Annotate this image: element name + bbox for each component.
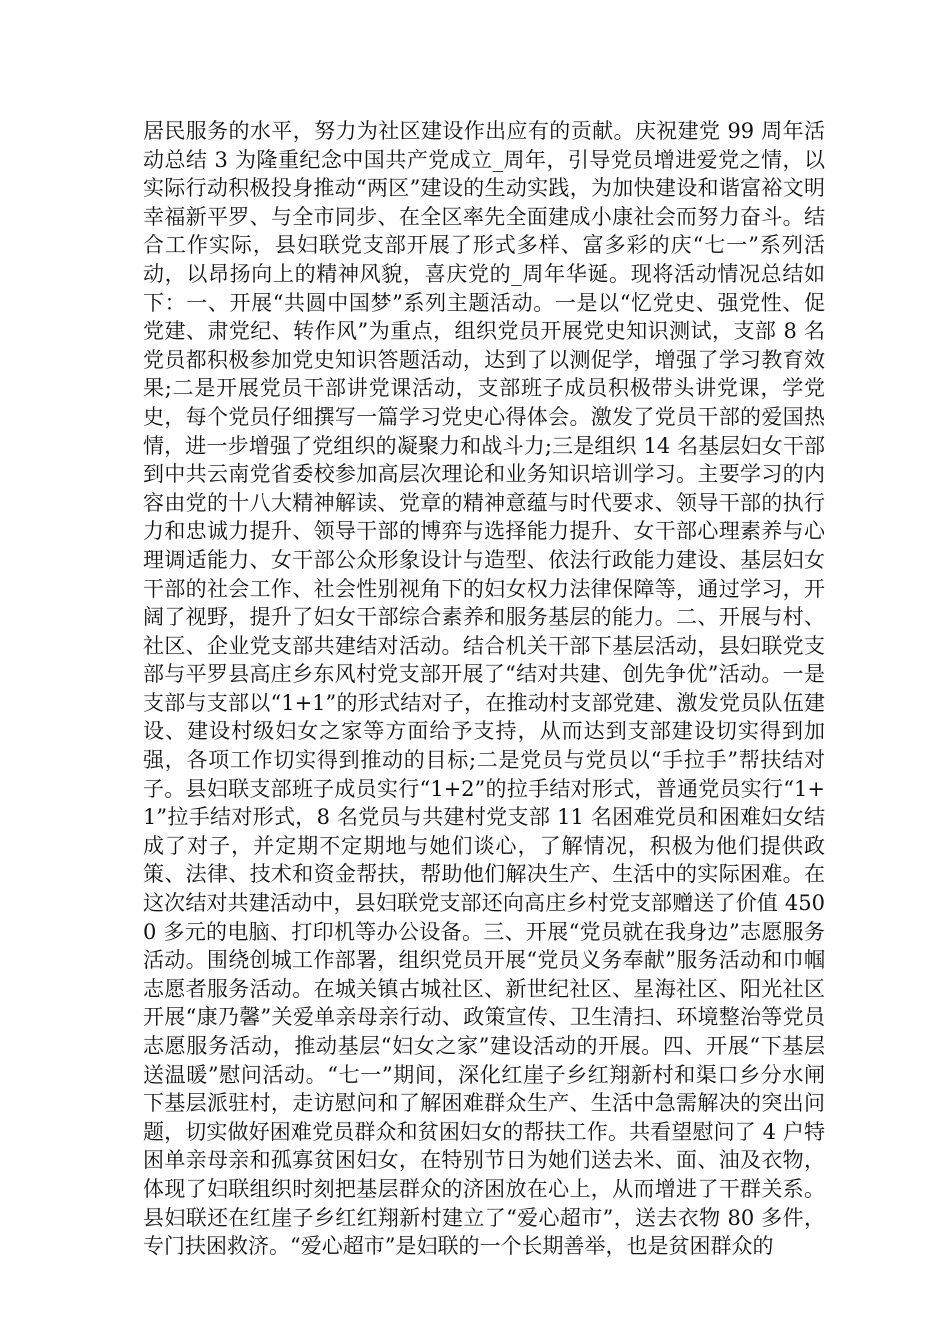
body-paragraph: 居民服务的水平，努力为社区建设作出应有的贡献。庆祝建党 99 周年活动总结 3 为隆重纪念中国共产党成立_周年，引导党员增进爱党之情，以实际行动积极投身推动“两区”建设的生动实践，为加快建设和谐富裕文明幸福新平罗、与全市同步、在全区率先全面建成小康社会而努力奋斗。结合工作实际，县妇联党支部开展了形式多样、富多彩的庆“七一”系列活动，以昂扬向上的精神风貌，喜庆党的_周年华诞。现将活动情况总结如下：一、开展“共圆中国梦”系列主题活动。一是以“忆党史、强党性、促党建、肃党纪、转作风”为重点，组织党员开展党史知识测试，支部 8 名党员都积极参加党史知识答题活动，达到了以测促学，增强了学习教育效果;二是开展党员干部讲党课活动，支部班子成员积极带头讲党课，学党史，每个党员仔细撰写一篇学习党史心得体会。激发了党员干部的爱国热情，进一步增强了党组织的凝聚力和战斗力;三是组织 14 名基层妇女干部到中共云南党省委校参加高层次理论和业务知识培训学习。主要学习的内容由党的十八大精神解读、党章的精神意蕴与时代要求、领导干部的执行力和忠诚力提升、领导干部的博弈与选择能力提升、女干部心理素养与心理调适能力、女干部公众形象设计与造型、依法行政能力建设、基层妇女干部的社会工作、社会性别视角下的妇女权力法律保障等，通过学习，开阔了视野，提升了妇女干部综合素养和服务基层的能力。二、开展与村、社区、企业党支部共建结对活动。结合机关干部下基层活动，县妇联党支部与平罗县高庄乡东风村党支部开展了“结对共建、创先争优”活动。一是支部与支部以“1+1”的形式结对子，在推动村支部党建、激发党员队伍建设、建设村级妇女之家等方面给予支持，从而达到支部建设切实得到加强，各项工作切实得到推动的目标;二是党员与党员以“手拉手”帮扶结对子。县妇联支部班子成员实行“1+2”的拉手结对形式，普通党员实行“1+1”拉手结对形式，8 名党员与共建村党支部 11 名困难党员和困难妇女结成了对子，并定期不定期地与她们谈心，了解情况，积极为他们提供政策、法律、技术和资金帮扶，帮助他们解决生产、生活中的实际困难。在这次结对共建活动中，县妇联党支部还向高庄乡村党支部赠送了价值 4500 多元的电脑、打印机等办公设备。三、开展“党员就在我身边”志愿服务活动。围绕创城工作部署，组织党员开展“党员义务奉献”服务活动和巾帼志愿者服务活动。在城关镇古城社区、新世纪社区、星海社区、阳光社区开展“康乃馨”关爱单亲母亲行动、政策宣传、卫生清扫、环境整治等党员志愿服务活动，推动基层“妇女之家”建设活动的开展。四、开展“下基层送温暖”慰问活动。“七一”期间，深化红崖子乡红翔新村和渠口乡分水闸下基层派驻村，走访慰问和了解困难群众生产、生活中急需解决的突出问题，切实做好困难党员群众和贫困妇女的帮扶工作。共看望慰问了 4 户特困单亲母亲和孤寡贫困妇女，在特别节日为她们送去米、面、油及衣物，体现了妇联组织时刻把基层群众的济困放在心上，从而增进了干群关系。县妇联还在红崖子乡红红翔新村建立了“爱心超市”，送去衣物 80 多件，专门扶困救济。“爱心超市”是妇联的一个长期善举，也是贫困群众的 — [143, 119, 825, 1259]
